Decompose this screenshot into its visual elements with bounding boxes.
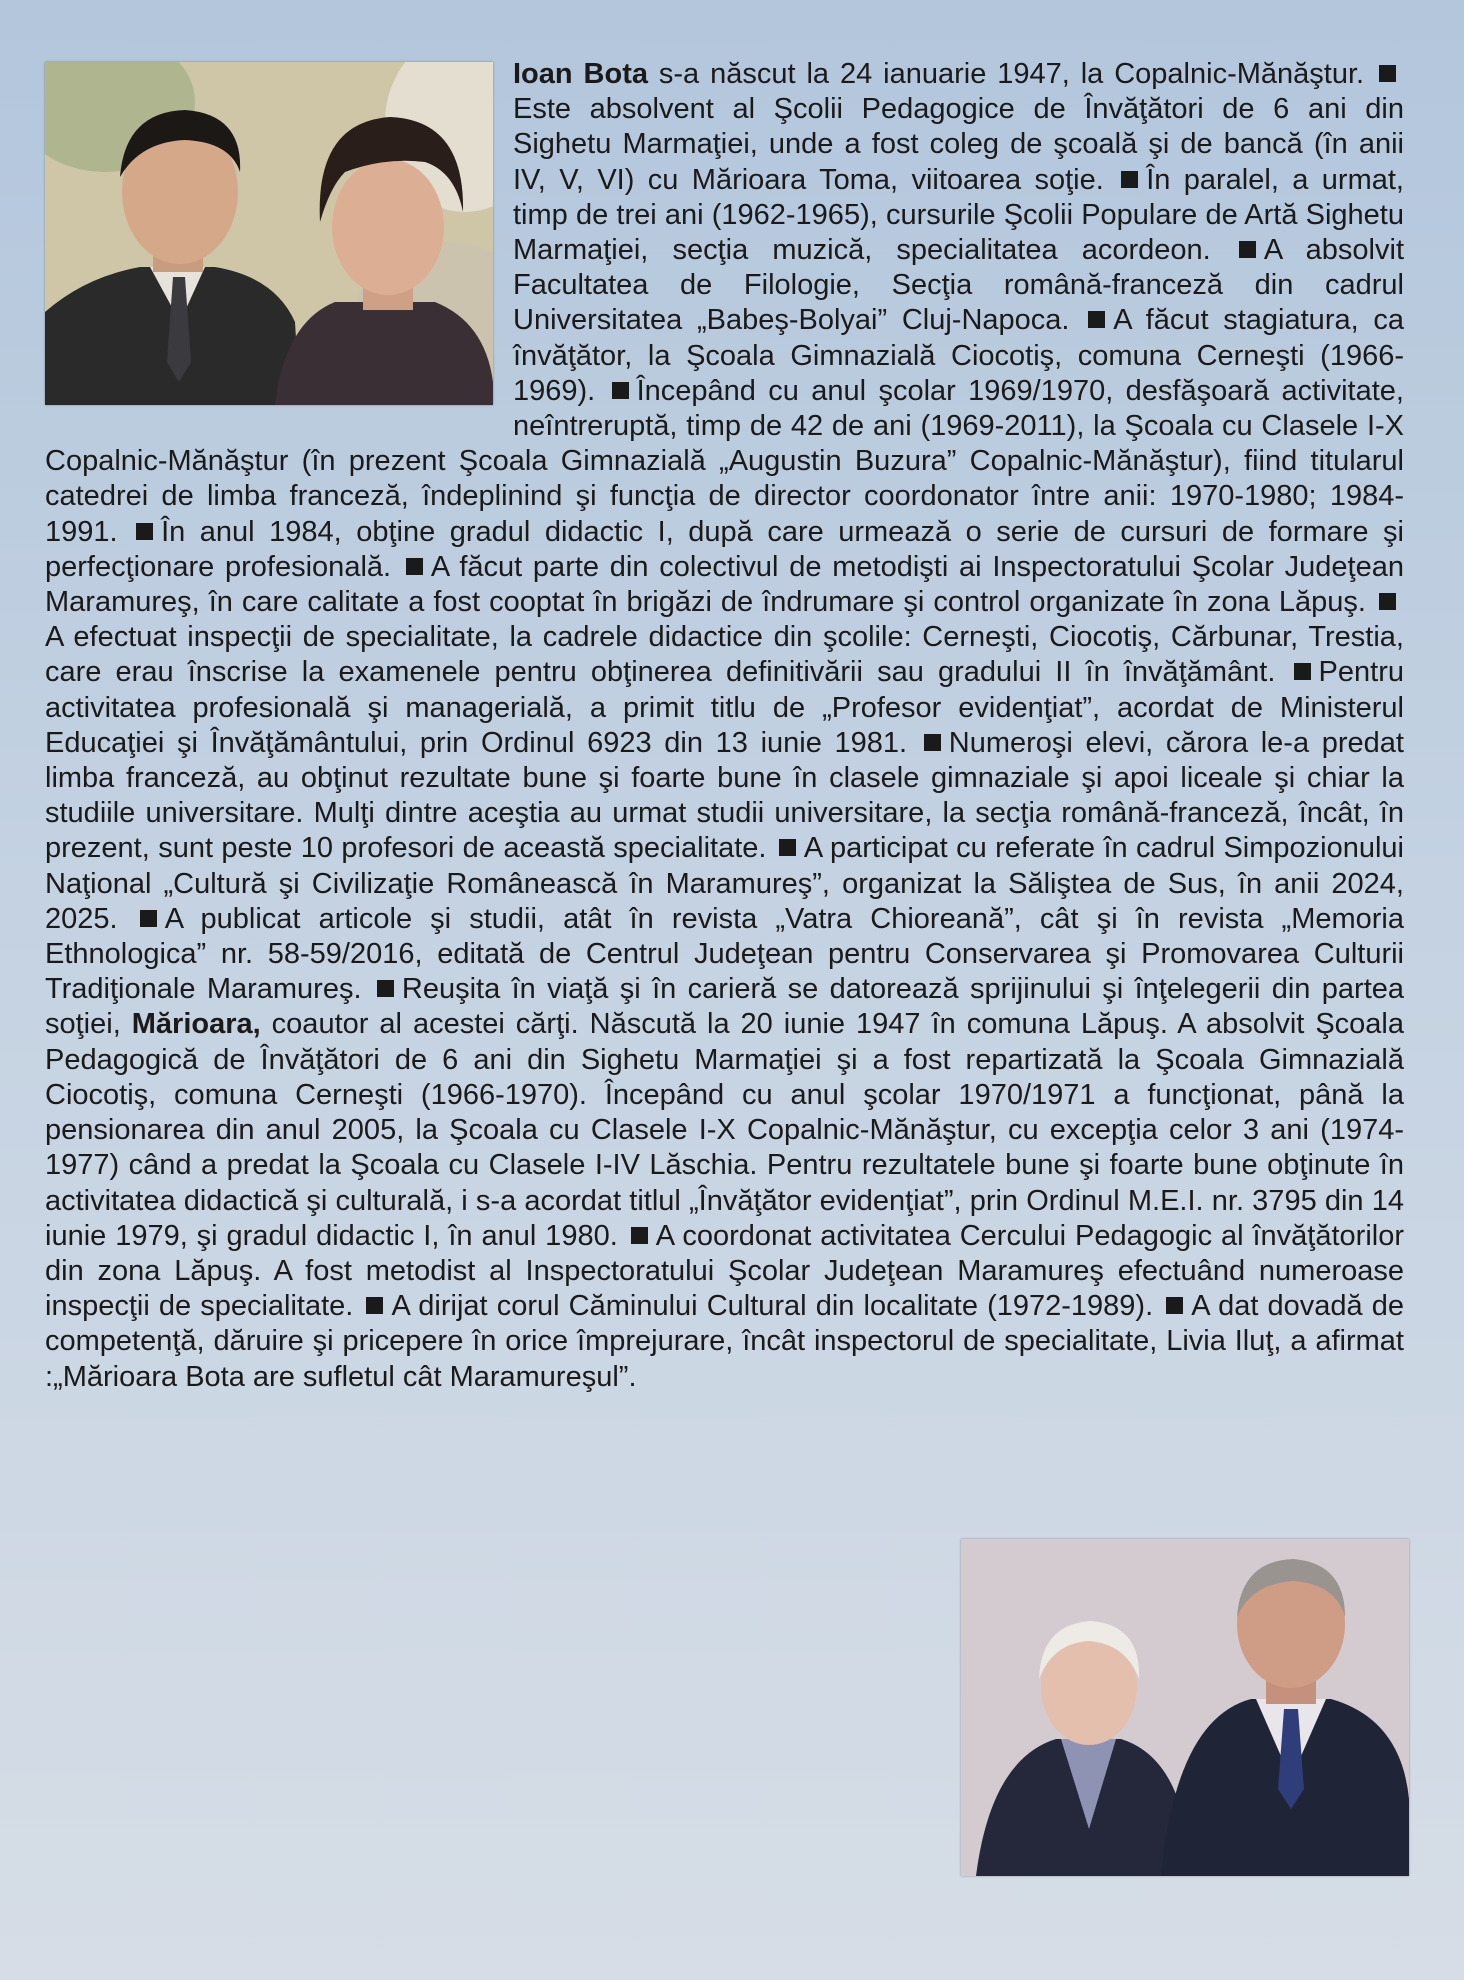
bio-sentence: A făcut parte din colectivul de metodişti ai Inspectoratului Şcolar Judeţean Maramureş, în care calitate a fost cooptat în brigăzi de îndrumare şi control organizate în zona Lăpuş. xyxy=(45,550,1404,619)
bio-sentence: Pentru activitatea profesională şi managerială, a primit titlu de „Profesor evidenţiat”, acordat de Ministerul Educaţiei şi Învăţământului, prin Ordinul 6923 din 13 iunie 1981. xyxy=(45,656,1404,759)
bio-sentence: A dat dovadă de competenţă, dăruire şi pricepere în orice împrejurare, încât inspectorul de specialitate, Livia Iluţ, a afirmat :„Mărioara Bota are sufletul cât Maramureşul”. xyxy=(45,1290,1404,1393)
biography-text xyxy=(45,57,1405,1882)
bullet-square-icon xyxy=(612,382,629,399)
bullet-square-icon xyxy=(1088,311,1105,328)
bio-sentence: Este absolvent al Şcolii Pedagogice de Învăţători de 6 ani din Sighetu Marmaţiei, unde a fost coleg de şcoală şi de bancă (în anii IV, V, VI) cu Mărioara Toma, viitoarea soţie. xyxy=(513,93,1404,196)
bullet-square-icon xyxy=(1121,171,1138,188)
bio-sentence: coautor al acestei cărţi. Născută la 20 iunie 1947 în comuna Lăpuş. A absolvit Şcoala Pedagogică de Învăţători de 6 ani din Sighetu Marmaţiei şi a fost repartizată la Şcoala Gimnazială Ciocotiş, comuna Cerneşti (1966-1970). Începând cu anul şcolar 1970/1971 a funcţionat, până la pensionarea din anul 2005, la Şcoala cu Clasele I-X Copalnic-Mănăştur, cu excepţia celor 3 ani (1974-1977) când a predat la Şcoala cu Clasele I-IV Lăschia. Pentru rezultatele bune şi foarte bune obţinute în activitatea didactică şi culturală, i s-a acordat titlul „Învăţător evidenţiat”, prin Ordinul M.E.I. nr. 3795 din 14 iunie 1979, şi gradul didactic I, în anul 1980. xyxy=(45,1008,1404,1252)
bullet-square-icon xyxy=(136,523,153,540)
bio-sentence: s-a născut la 24 ianuarie 1947, la Copalnic-Mănăştur. xyxy=(647,58,1375,90)
bullet-square-icon xyxy=(406,558,423,575)
bio-sentence: A participat cu referate în cadrul Simpozionului Naţional „Cultură şi Civilizaţie Românească în Maramureş”, organizat la Săliştea de Sus, în anii 2024, 2025. xyxy=(45,832,1404,935)
bullet-square-icon xyxy=(1239,241,1256,258)
bio-sentence: A dirijat corul Căminului Cultural din localitate (1972-1989). xyxy=(391,1290,1163,1323)
bullet-square-icon xyxy=(1379,65,1396,82)
bullet-square-icon xyxy=(1379,593,1396,610)
bullet-square-icon xyxy=(1294,663,1311,680)
bio-sentence: În paralel, a urmat, timp de trei ani (1962-1965), cursurile Şcolii Populare de Artă Sighetu Marmaţiei, secţia muzică, specialitatea acordeon. xyxy=(513,163,1404,267)
bio-sentence: A absolvit Facultatea de Filologie, Secţia română-franceză din cadrul Universitatea „Babeş-Bolyai” Cluj-Napoca. xyxy=(513,234,1404,337)
bio-sentence: Numeroşi elevi, cărora le-a predat limba franceză, au obţinut rezultate bune şi foarte bune în clasele gimnaziale şi apoi liceale şi chiar la studiile universitare. Mulţi dintre aceştia au urmat studii universitare, la secţia română-franceză, încât, în prezent, sunt peste 10 profesori de această specialitate. xyxy=(45,726,1404,865)
photo-bottom-space xyxy=(937,1537,1405,1882)
photo-top-space xyxy=(45,57,513,429)
bio-sentence: A coordonat activitatea Cercului Pedagogic al învăţătorilor din zona Lăpuş. A fost metodist al Inspectoratului Şcolar Judeţean Maramureş efectuând numeroase inspecţii de specialitate. xyxy=(45,1219,1404,1323)
bio-sentence: Reuşita în viaţă şi în carieră se datorează sprijinului şi înţelegerii din partea soţiei, xyxy=(45,973,1405,1041)
float-spacer xyxy=(1404,57,1405,1537)
bullet-square-icon xyxy=(924,734,941,751)
bullet-square-icon xyxy=(631,1227,648,1244)
bio-sentence: A publicat articole şi studii, atât în revista „Vatra Chioreană”, cât şi în revista „Memoria Ethnologica” nr. 58-59/2016, editată de Centrul Judeţean pentru Conservarea şi Promovarea Culturii Tradiţionale Maramureş. xyxy=(45,902,1405,1006)
bio-sentence: A efectuat inspecţii de specialitate, la cadrele didactice din şcolile: Cerneşti, Ciocotiş, Cărbunar, Trestia, care erau înscrise la examenele pentru obţinerea definitivării sau gradului II în învăţământ. xyxy=(45,621,1404,689)
name-ioan-bota: Ioan Bota xyxy=(513,58,648,90)
bio-sentence: Începând cu anul şcolar 1969/1970, desfăşoară activitate, neîntreruptă, timp de 42 de ani (1969-2011), la Şcoala cu Clasele I-X Copalnic-Mănăştur (în prezent Şcoala Gimnazială „Augustin Buzura” Copalnic-Mănăştur), fiind titularul catedrei de limba franceză, îndeplinind şi funcţia de director coordonator între anii: 1970-1980; 1984-1991. xyxy=(45,374,1404,548)
name-marioara: Mărioara, xyxy=(131,1008,261,1041)
bullet-square-icon xyxy=(140,910,157,927)
bullet-square-icon xyxy=(377,980,394,997)
bullet-square-icon xyxy=(1166,1297,1183,1314)
bio-sentence: În anul 1984, obţine gradul didactic I, după care urmează o serie de cursuri de formare şi perfecţionare profesională. xyxy=(45,515,1404,583)
bullet-square-icon xyxy=(779,839,796,856)
bio-sentence: A făcut stagiatura, ca învăţător, la Şcoala Gimnazială Ciocotiş, comuna Cerneşti (1966-1969). xyxy=(513,304,1404,407)
bullet-square-icon xyxy=(366,1297,383,1314)
